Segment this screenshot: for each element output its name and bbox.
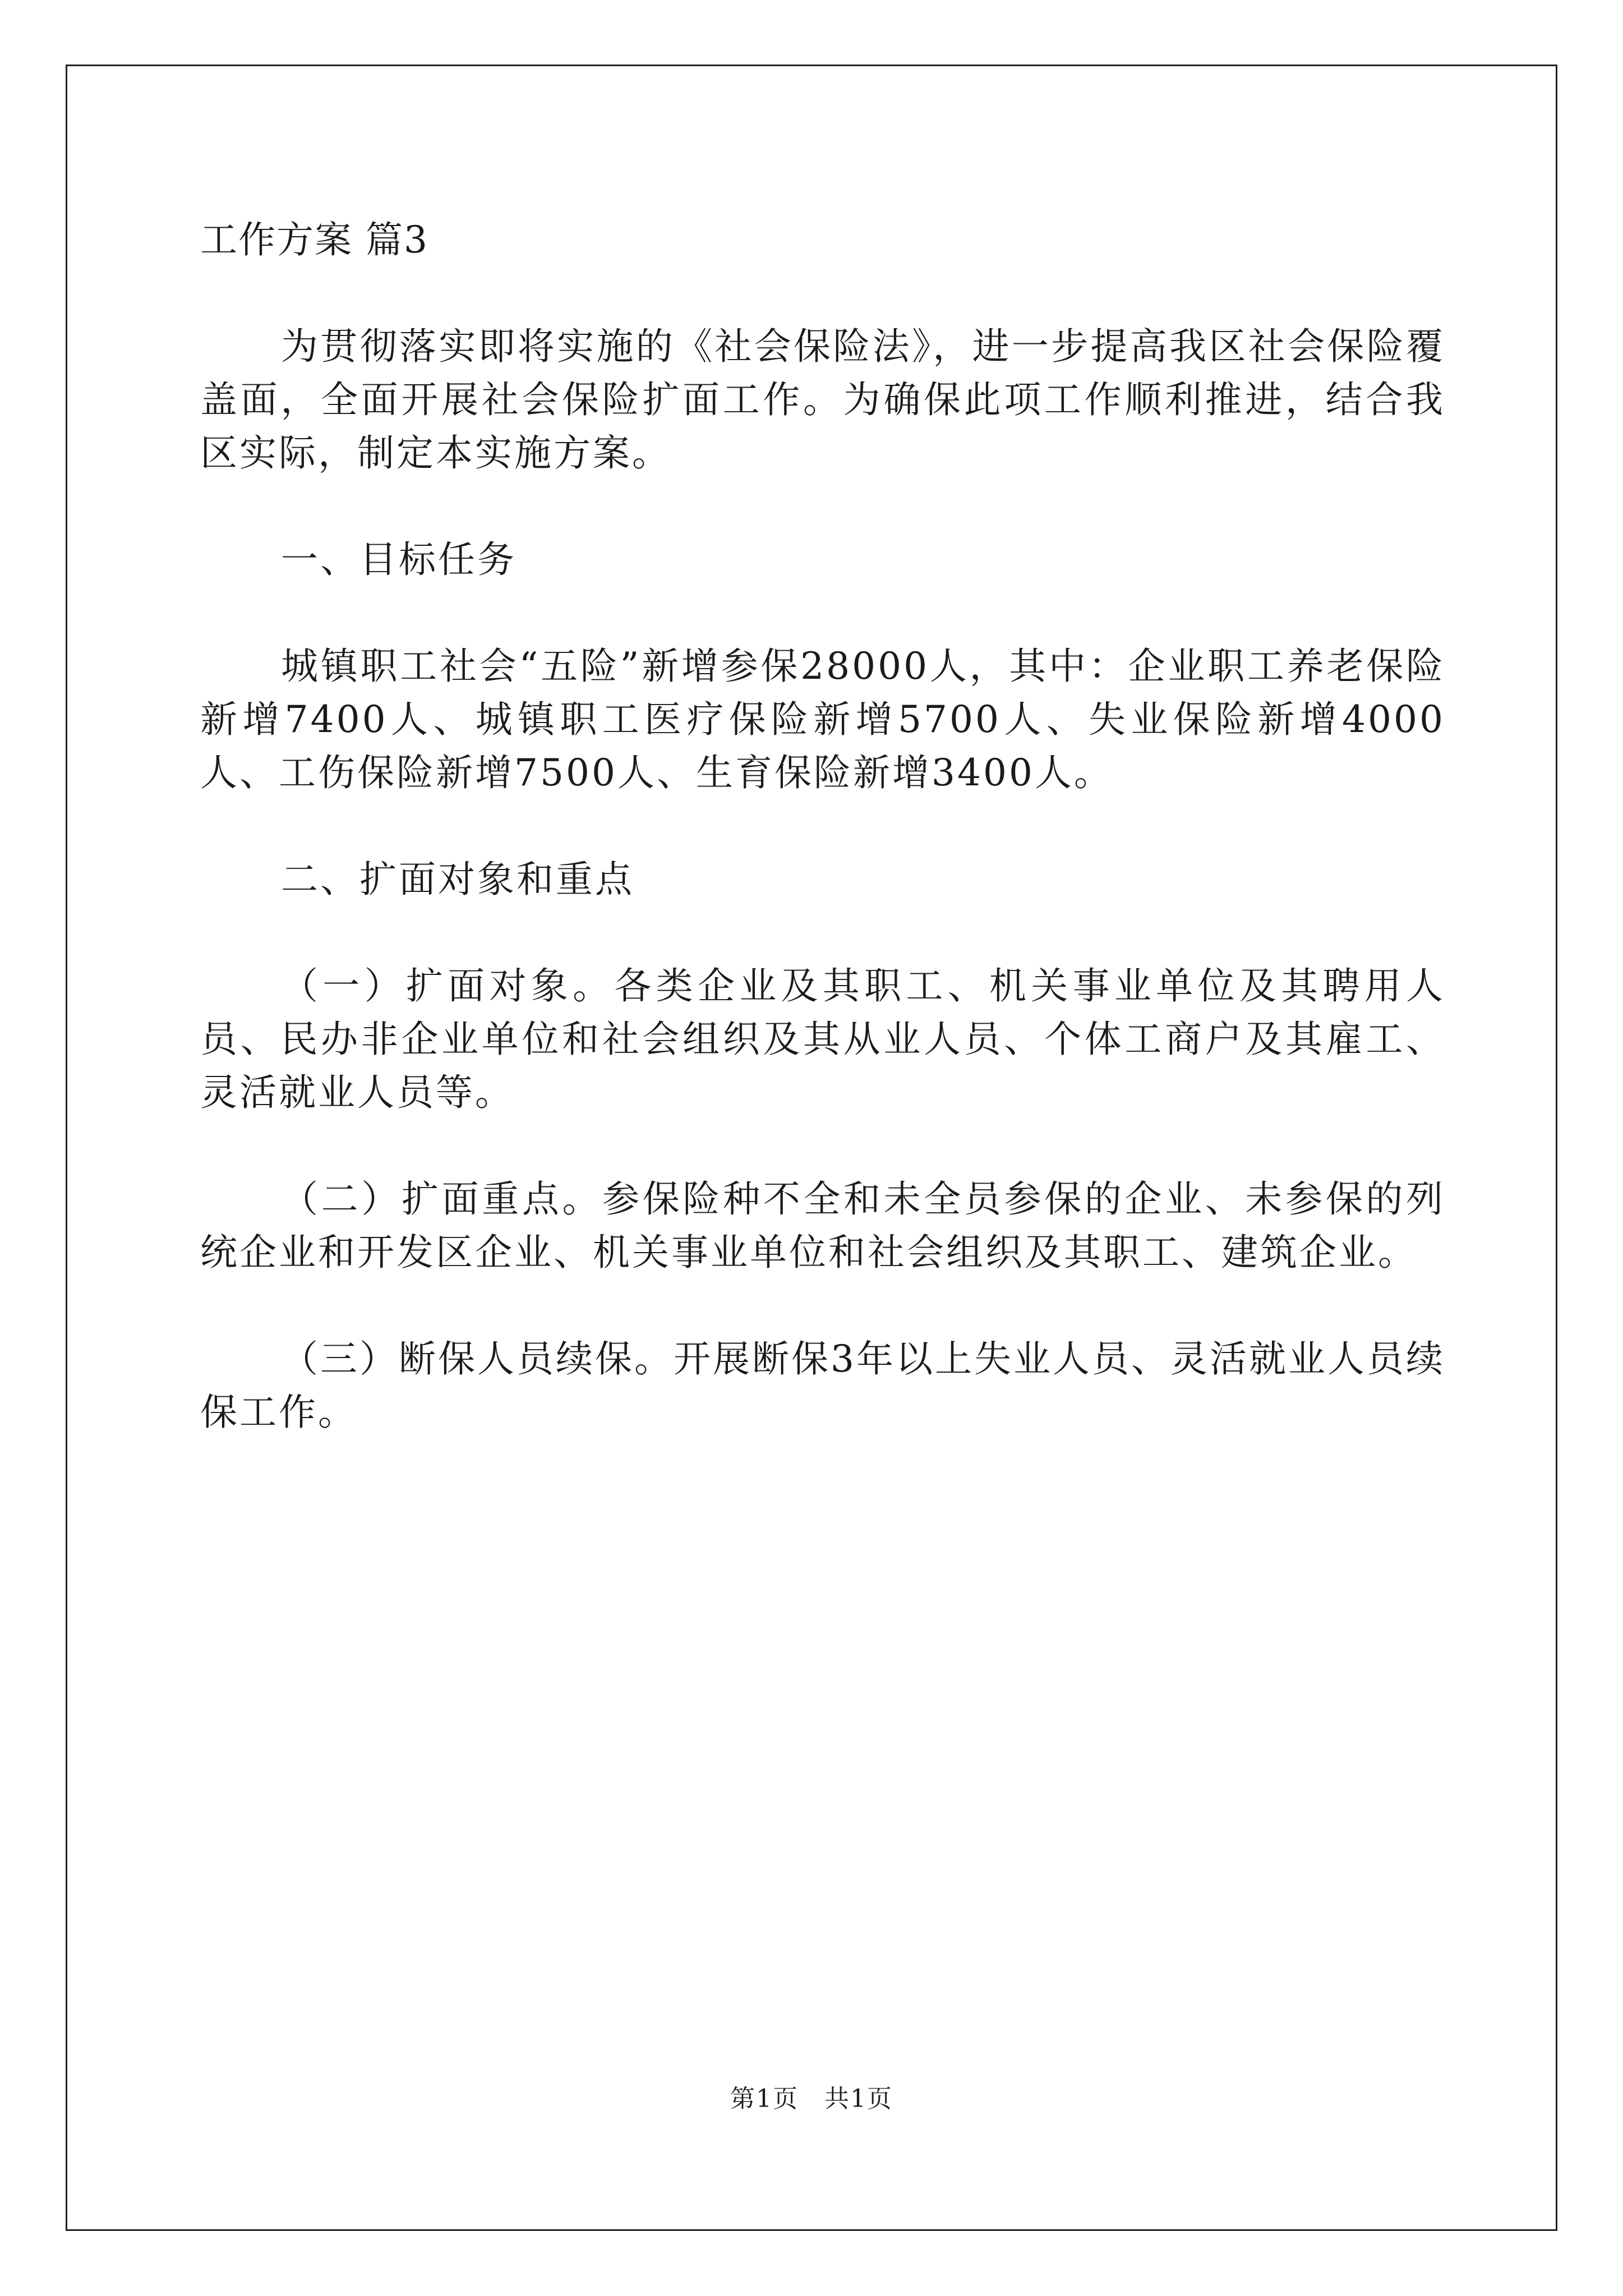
goals-paragraph: 城镇职工社会“五险”新增参保28000人，其中：企业职工养老保险新增7400人、城镇职工医疗保险新增5700人、失业保险新增4000人、工伤保险新增7500人、生育保险新增3400人。: [200, 645, 1445, 794]
scope-focus-paragraph: （二）扩面重点。参保险种不全和未全员参保的企业、未参保的列统企业和开发区企业、机关事业单位和社会组织及其职工、建筑企业。: [200, 1177, 1445, 1274]
section-heading-goals: 一、目标任务: [281, 538, 517, 581]
page-footer: 第1页 共1页: [730, 2085, 893, 2113]
renewal-paragraph: （三）断保人员续保。开展断保3年以上失业人员、灵活就业人员续保工作。: [200, 1337, 1445, 1434]
scope-objects-paragraph: （一）扩面对象。各类企业及其职工、机关事业单位及其聘用人员、民办非企业单位和社会组织及其从业人员、个体工商户及其雇工、灵活就业人员等。: [200, 964, 1445, 1114]
document-title: 工作方案 篇3: [200, 218, 428, 261]
document-body: [200, 213, 1445, 1492]
intro-paragraph: 为贯彻落实即将实施的《社会保险法》，进一步提高我区社会保险覆盖面，全面开展社会保险扩面工作。为确保此项工作顺利推进，结合我区实际，制定本实施方案。: [200, 325, 1445, 475]
section-heading-scope: 二、扩面对象和重点: [281, 858, 634, 901]
